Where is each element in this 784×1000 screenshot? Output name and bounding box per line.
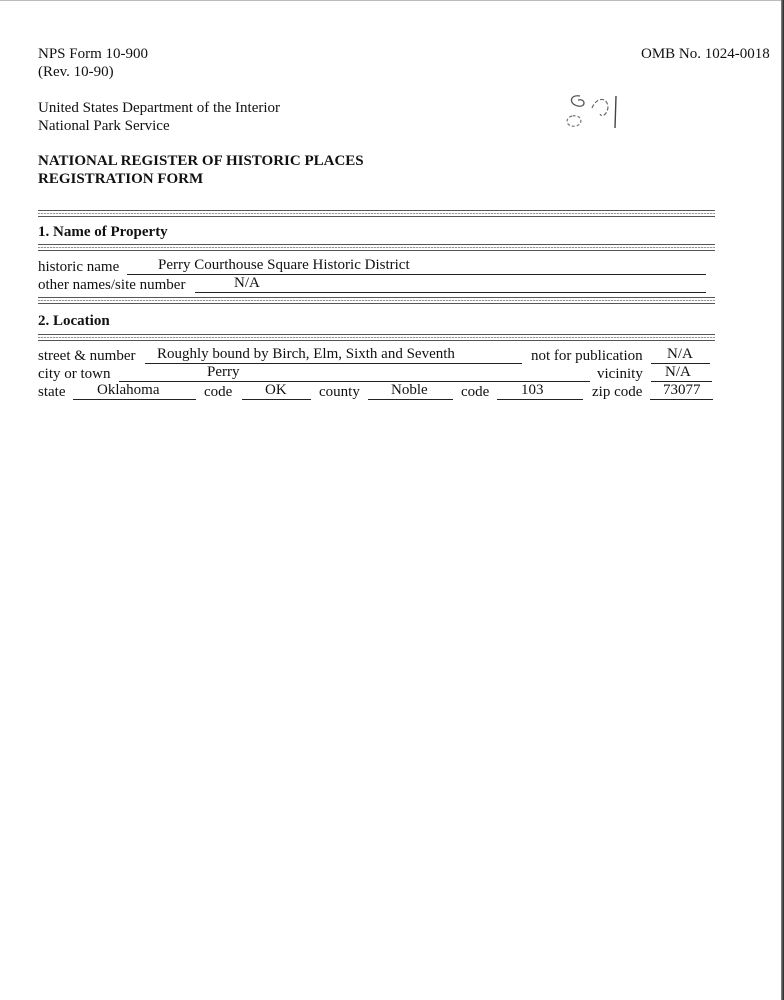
not-for-publication-field[interactable] — [651, 346, 710, 364]
other-names-label: other names/site number — [38, 277, 186, 293]
vicinity-field[interactable] — [651, 364, 712, 382]
other-names-value: N/A — [234, 275, 260, 291]
section-divider — [38, 334, 715, 341]
street-value: Roughly bound by Birch, Elm, Sixth and Seventh — [157, 346, 455, 362]
section2-heading: 2. Location — [38, 313, 110, 329]
city-value: Perry — [207, 364, 240, 380]
handwritten-annotation — [562, 88, 634, 136]
section-divider — [38, 297, 715, 304]
state-field[interactable] — [73, 382, 196, 400]
city-label: city or town — [38, 366, 111, 382]
form-title-line1: NATIONAL REGISTER OF HISTORIC PLACES — [38, 153, 364, 169]
service-name: National Park Service — [38, 118, 170, 134]
section-divider — [38, 244, 715, 251]
form-number: NPS Form 10-900 — [38, 46, 149, 62]
historic-name-field[interactable] — [127, 257, 706, 275]
historic-name-value: Perry Courthouse Square Historic District — [158, 257, 410, 273]
vicinity-label: vicinity — [597, 366, 643, 382]
historic-name-label: historic name — [38, 259, 120, 275]
scan-edge-top — [0, 0, 784, 1]
section1-heading: 1. Name of Property — [38, 224, 168, 240]
form-title-line2: REGISTRATION FORM — [38, 171, 204, 187]
state-label: state — [38, 384, 66, 400]
county-field[interactable] — [368, 382, 453, 400]
form-revision: (Rev. 10-90) — [38, 64, 114, 80]
state-code-label: code — [204, 384, 233, 400]
state-value: Oklahoma — [97, 382, 160, 398]
zip-value: 73077 — [663, 382, 701, 398]
street-label: street & number — [38, 348, 136, 364]
county-value: Noble — [391, 382, 428, 398]
other-names-field[interactable] — [195, 275, 706, 293]
vicinity-value: N/A — [665, 364, 691, 380]
section-divider — [38, 210, 715, 217]
county-label: county — [319, 384, 360, 400]
county-code-value: 103 — [521, 382, 544, 398]
not-for-publication-label: not for publication — [531, 348, 643, 364]
not-for-publication-value: N/A — [667, 346, 693, 362]
city-field[interactable] — [119, 364, 590, 382]
state-code-field[interactable] — [242, 382, 311, 400]
county-code-field[interactable] — [497, 382, 583, 400]
omb-number: OMB No. 1024-0018 — [641, 46, 770, 62]
department-name: United States Department of the Interior — [38, 100, 281, 116]
street-field[interactable] — [145, 346, 522, 364]
county-code-label: code — [461, 384, 490, 400]
state-code-value: OK — [265, 382, 287, 398]
zip-label: zip code — [592, 384, 643, 400]
zip-field[interactable] — [650, 382, 713, 400]
